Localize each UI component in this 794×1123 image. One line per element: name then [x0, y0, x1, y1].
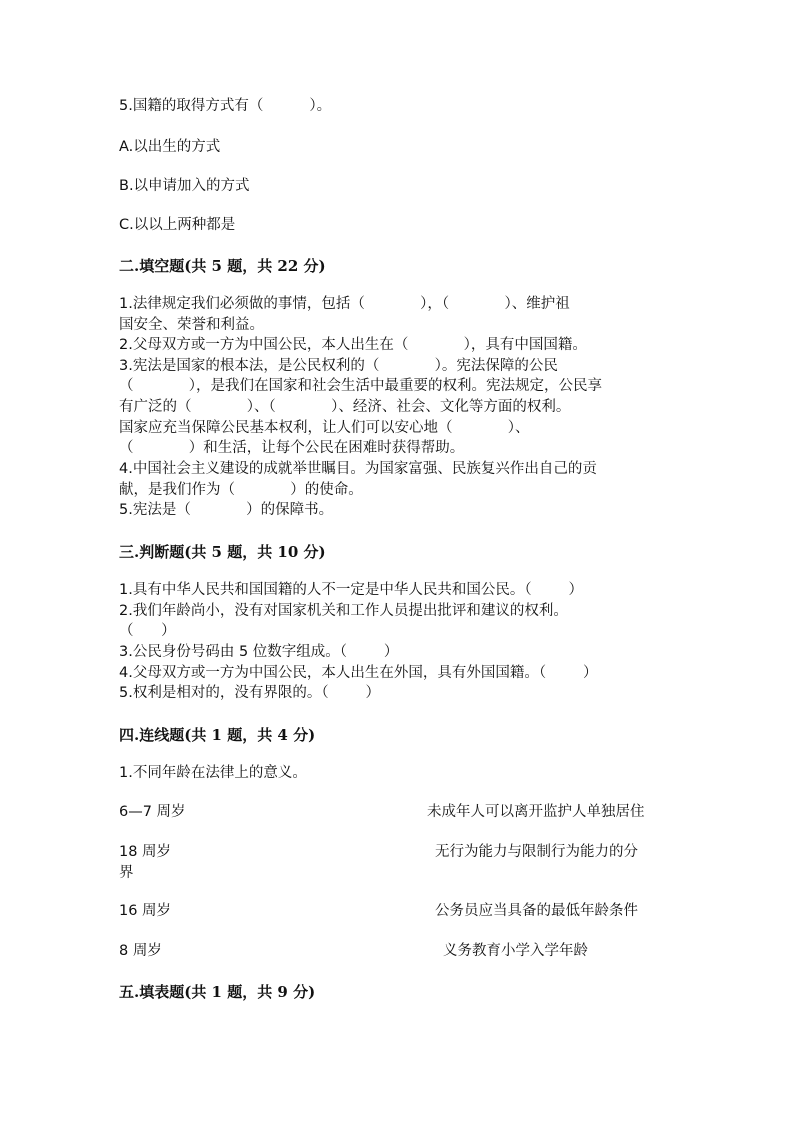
- fill-line: 4.中国社会主义建设的成就举世瞩目。为国家富强、民族复兴作出自己的贡: [119, 461, 597, 477]
- meaning-item: 公务员应当具备的最低年龄条件: [435, 903, 638, 919]
- meaning-item: 未成年人可以离开监护人单独居住: [427, 804, 645, 820]
- option-a: A.以出生的方式: [119, 139, 221, 155]
- age-item: 6—7 周岁: [119, 804, 186, 820]
- judge-line: 3.公民身份号码由 5 位数字组成。（ ）: [119, 644, 399, 660]
- judge-line: （ ）: [119, 623, 176, 639]
- meaning-item: 无行为能力与限制行为能力的分: [435, 844, 638, 860]
- fill-line: 献，是我们作为（ ）的使命。: [119, 482, 363, 498]
- question-5-stem: 5.国籍的取得方式有（ ）。: [119, 98, 332, 114]
- meaning-item: 义务教育小学入学年龄: [443, 943, 588, 959]
- fill-line: （ ），是我们在国家和社会生活中最重要的权利。宪法规定，公民享: [119, 378, 603, 394]
- fill-line: 3.宪法是国家的根本法，是公民权利的（ ）。宪法保障的公民: [119, 358, 558, 374]
- fill-line: 1.法律规定我们必须做的事情，包括（ ），（ ）、维护祖: [119, 296, 570, 312]
- fill-line: 5.宪法是（ ）的保障书。: [119, 502, 334, 518]
- meaning-item-wrap: 界: [119, 865, 134, 881]
- age-item: 8 周岁: [119, 943, 162, 959]
- fill-line: 2.父母双方或一方为中国公民，本人出生在（ ），具有中国国籍。: [119, 337, 587, 353]
- option-b: B.以申请加入的方式: [119, 178, 250, 194]
- judge-line: 5.权利是相对的，没有界限的。（ ）: [119, 685, 380, 701]
- judge-line: 1.具有中华人民共和国国籍的人不一定是中华人民共和国公民。（ ）: [119, 582, 583, 598]
- judge-line: 2.我们年龄尚小，没有对国家机关和工作人员提出批评和建议的权利。: [119, 603, 568, 619]
- option-c: C.以以上两种都是: [119, 217, 236, 233]
- fill-line: 国家应充当保障公民基本权利，让人们可以安心地（ ）、: [119, 420, 530, 436]
- fill-line: 有广泛的（ ）、（ ）、经济、社会、文化等方面的权利。: [119, 399, 571, 415]
- matching-question: 1.不同年龄在法律上的意义。: [119, 765, 307, 781]
- section-4-heading: 四.连线题(共 1 题，共 4 分): [119, 726, 316, 744]
- age-item: 18 周岁: [119, 844, 172, 860]
- section-5-heading: 五.填表题(共 1 题，共 9 分): [119, 983, 316, 1001]
- age-item: 16 周岁: [119, 903, 172, 919]
- fill-line: （ ）和生活，让每个公民在困难时获得帮助。: [119, 440, 465, 456]
- fill-line: 国安全、荣誉和利益。: [119, 317, 264, 333]
- judge-line: 4.父母双方或一方为中国公民，本人出生在外国，具有外国国籍。（ ）: [119, 665, 598, 681]
- section-2-heading: 二.填空题(共 5 题，共 22 分): [119, 257, 326, 275]
- section-3-heading: 三.判断题(共 5 题，共 10 分): [119, 543, 326, 561]
